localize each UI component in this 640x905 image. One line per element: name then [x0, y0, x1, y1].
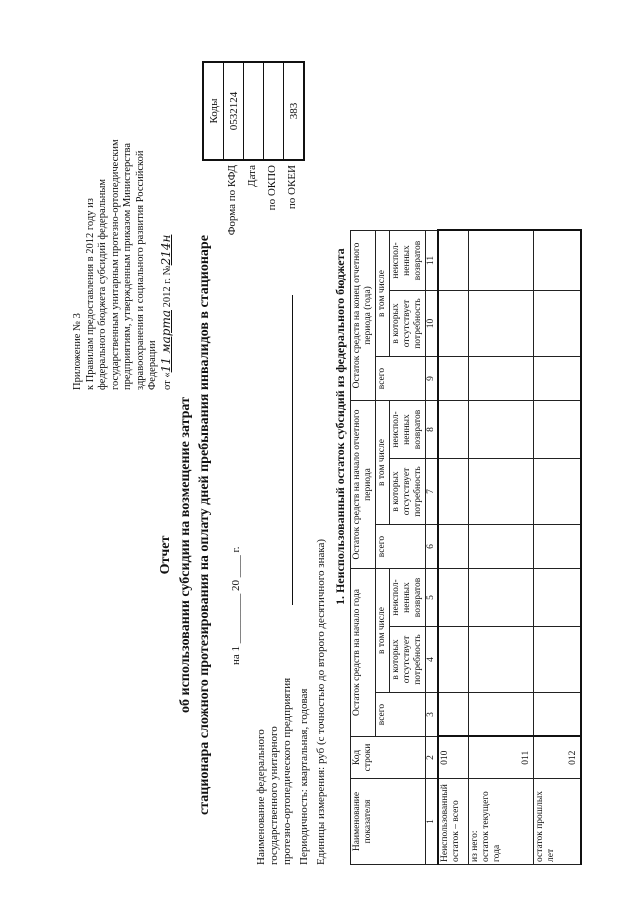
data-cell: [438, 627, 468, 693]
data-cell: [438, 231, 468, 291]
col-number: 10: [426, 291, 439, 357]
data-cell: [533, 459, 581, 525]
col-number: 5: [426, 569, 439, 627]
header-total: всего: [376, 525, 426, 569]
table-row: [438, 231, 468, 865]
data-cell: [468, 357, 533, 401]
col-number: 8: [426, 401, 439, 459]
col-number: 3: [426, 693, 439, 737]
data-cell: [533, 291, 581, 357]
data-cell: [438, 459, 468, 525]
header-unused-returns: неиспол-ненных возвратов: [390, 569, 426, 627]
code-label-kfd: Форма по КФД: [226, 165, 238, 236]
col-number: 7: [426, 459, 439, 525]
appendix-line: предприятиям, утвержденным приказом Министерства: [122, 142, 133, 390]
data-cell: [468, 569, 533, 627]
row-name: Неиспользованный остаток – всего: [438, 779, 468, 865]
code-value-okpo: [264, 62, 284, 160]
header-name: Наименование показателя: [351, 779, 426, 865]
data-cell: [533, 401, 581, 459]
data-cell: [438, 525, 468, 569]
data-cell: [438, 401, 468, 459]
report-subtitle-2: стационара сложного протезирования на оплату дней пребывания инвалидов в стационаре: [197, 235, 212, 815]
data-cell: [468, 291, 533, 357]
table-row: [533, 231, 581, 865]
data-cell: [468, 693, 533, 737]
header-no-need: в которых отсутствует потребность: [390, 291, 426, 357]
header-no-need: в которых отсутствует потребность: [390, 627, 426, 693]
data-cell: [468, 627, 533, 693]
col-number: 1: [426, 779, 439, 865]
code-value-date: [244, 62, 264, 160]
handwritten-date: 11 марта: [158, 310, 173, 373]
header-start-period: Остаток средств на начало отчетного периода: [351, 401, 376, 569]
units: Единицы измерения: руб (с точностью до второго десятичного знака): [315, 538, 327, 865]
code-value-kfd: 0532124: [224, 62, 244, 160]
code-label-okei: по ОКЕИ: [286, 165, 298, 210]
code-label-okpo: по ОКПО: [266, 165, 278, 211]
col-number: 2: [426, 737, 439, 779]
codes-labels: [202, 165, 302, 315]
row-name: остаток прошлых лет: [533, 779, 581, 865]
header-including: в том числе: [376, 401, 390, 525]
data-cell: [533, 627, 581, 693]
code-label-date: Дата: [246, 165, 258, 187]
org-label-2: государственного унитарного: [268, 726, 280, 865]
data-cell: [533, 693, 581, 737]
data-cell: [468, 459, 533, 525]
appendix-line: к Правилам предоставления в 2012 году из: [84, 198, 96, 390]
header-unused-returns: неиспол-ненных возвратов: [390, 231, 426, 291]
appendix-line: Федерации: [147, 340, 158, 390]
header-total: всего: [376, 357, 426, 401]
data-cell: [468, 401, 533, 459]
data-cell: [438, 569, 468, 627]
appendix-line: Приложение № 3: [72, 313, 83, 390]
header-start-year: Остаток средств на начало года: [351, 569, 376, 737]
data-cell: [533, 525, 581, 569]
header-end-period: Остаток средств на конец отчетного периода (года): [351, 231, 376, 401]
report-period-line: на 1 _________ 20 ____ г.: [230, 546, 242, 665]
report-title: Отчет: [158, 535, 173, 575]
data-cell: [533, 569, 581, 627]
data-cell: [468, 525, 533, 569]
col-number: 4: [426, 627, 439, 693]
section-title: 1. Неиспользованный остаток субсидий из федерального бюджета: [333, 248, 347, 605]
header-code: Код строки: [351, 737, 426, 779]
org-label-3: протезно-ортопедического предприятия: [281, 677, 293, 865]
header-no-need: в которых отсутствует потребность: [390, 459, 426, 525]
code-value-okei: 383: [284, 62, 305, 160]
codes-header: Коды: [203, 62, 224, 160]
codes-table: [202, 61, 305, 161]
row-code: 012: [533, 737, 581, 779]
header-total: всего: [376, 693, 426, 737]
org-name-line: [292, 295, 293, 605]
order-date-line: от «11 марта 2012 г. №214н: [158, 234, 173, 390]
subsidy-table: [350, 230, 582, 866]
handwritten-number: 214н: [158, 234, 173, 266]
periodicity: Периодичность: квартальная, годовая: [298, 688, 310, 865]
org-label-1: Наименование федерального: [255, 729, 267, 865]
appendix-line: федерального бюджета субсидий федеральным: [97, 178, 108, 390]
row-code: 011: [468, 737, 533, 779]
col-number: 11: [426, 231, 439, 291]
header-unused-returns: неиспол-ненных возвратов: [390, 401, 426, 459]
table-row: [468, 231, 533, 865]
appendix-line: государственным унитарным протезно-ортопедическим: [109, 139, 121, 390]
header-including: в том числе: [376, 569, 390, 693]
header-including: в том числе: [376, 231, 390, 357]
col-number: 9: [426, 357, 439, 401]
row-name: из него: остаток текущего года: [468, 779, 533, 865]
report-subtitle-1: об использовании субсидии на возмещение затрат: [178, 397, 193, 713]
data-cell: [533, 357, 581, 401]
data-cell: [438, 357, 468, 401]
col-number: 6: [426, 525, 439, 569]
appendix-line: здравоохранения и социального развития Российской: [134, 150, 146, 390]
data-cell: [468, 231, 533, 291]
row-code: 010: [438, 737, 468, 779]
data-cell: [438, 291, 468, 357]
data-cell: [438, 693, 468, 737]
data-cell: [533, 231, 581, 291]
